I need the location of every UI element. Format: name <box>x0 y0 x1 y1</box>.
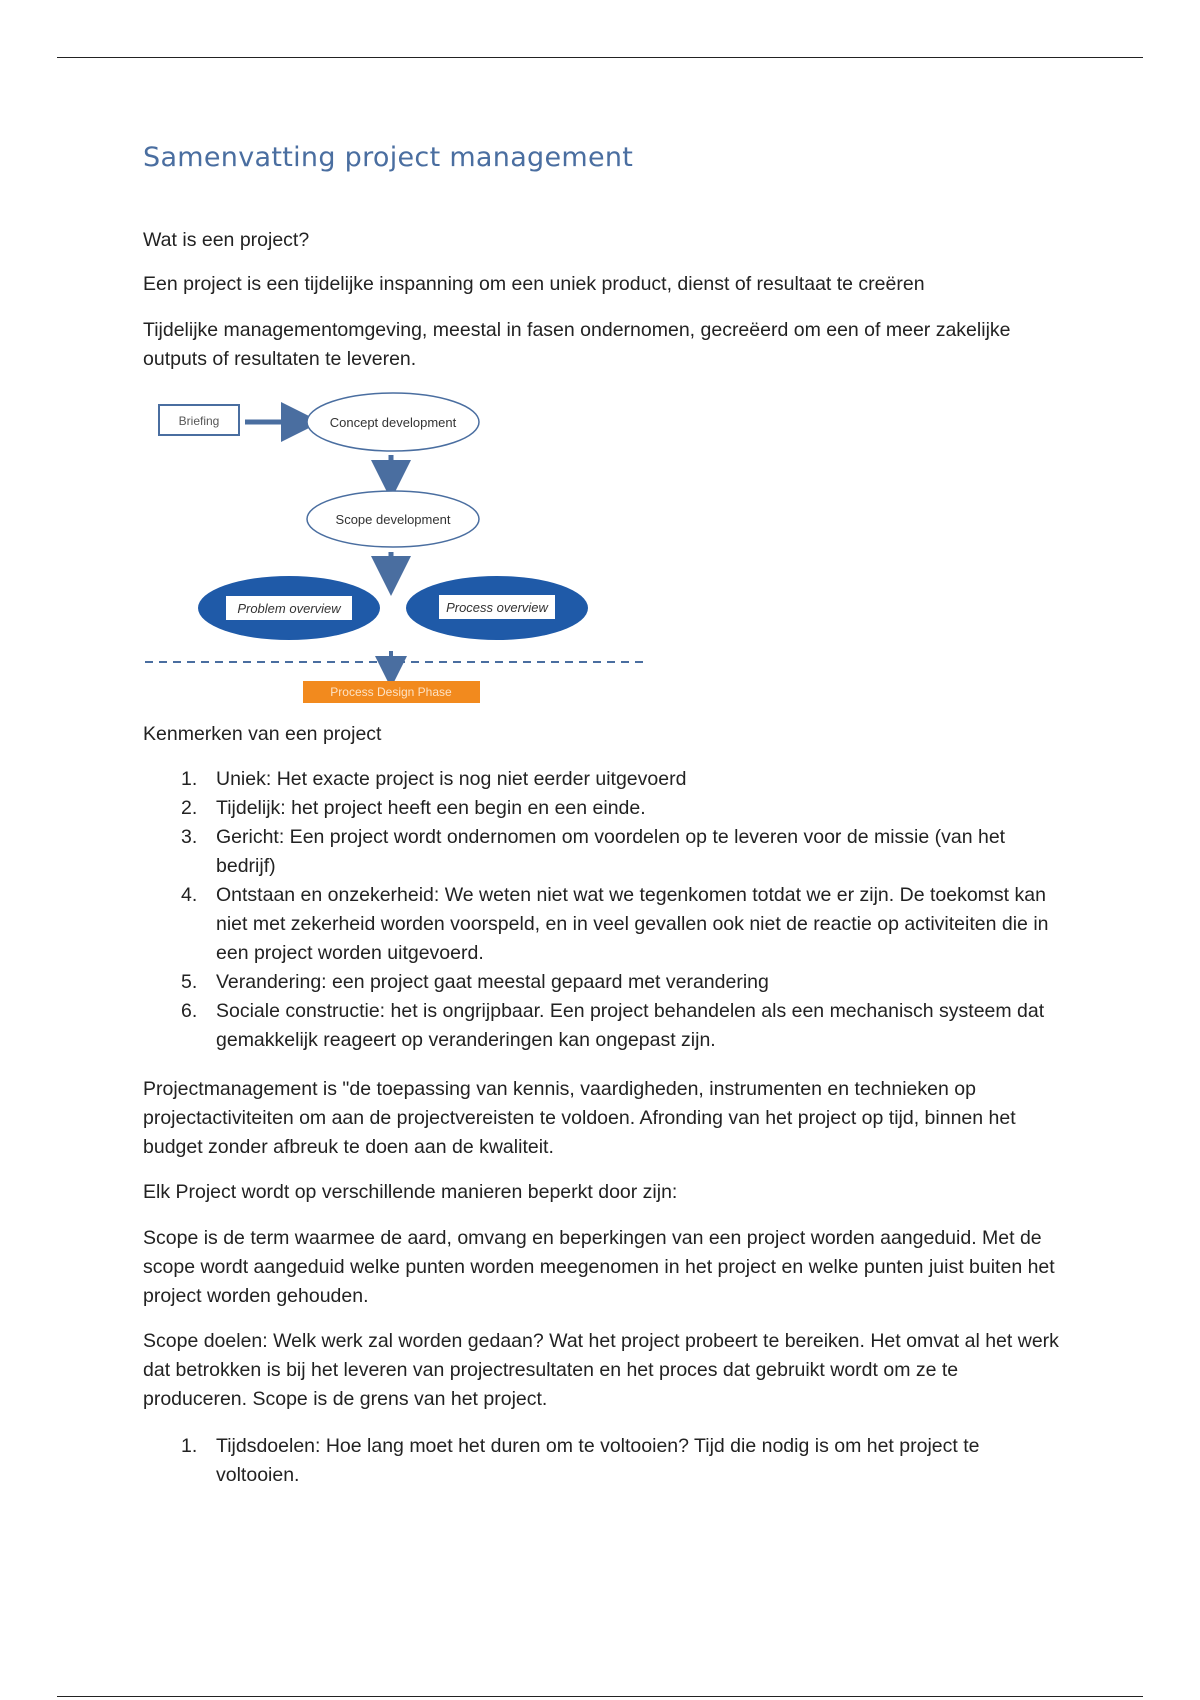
project-phase-diagram <box>143 392 653 712</box>
paragraph-constraints: Elk Project wordt op verschillende manieren beperkt door zijn: <box>143 1181 678 1203</box>
list-item-number: 1. <box>181 1435 198 1457</box>
page-title: Samenvatting project management <box>143 142 634 173</box>
paragraph-definition: Een project is een tijdelijke inspanning om een uniek product, dienst of resultaat te creëren <box>143 273 925 295</box>
list-item <box>143 823 1063 881</box>
list-item-number: 6. <box>181 1000 198 1022</box>
list-item-text: Sociale constructie: het is ongrijpbaar. Een project behandelen als een mechanisch systeem dat gemakkelijk reageert op veranderingen kan ongepast zijn. <box>216 1000 1045 1051</box>
goals-list <box>143 1432 1063 1490</box>
list-item-text: Ontstaan en onzekerheid: We weten niet wat we tegenkomen totdat we er zijn. De toekomst kan niet met zekerheid worden voorspeld, en in veel gevallen ook niet de reactie op activiteiten die in een project worden uitgevoerd. <box>216 884 1049 964</box>
list-item-number: 1. <box>181 768 198 790</box>
list-item-text: Gericht: Een project wordt ondernomen om voordelen op te leveren voor de missie (van het bedrijf) <box>216 826 1006 877</box>
kenmerken-heading: Kenmerken van een project <box>143 723 382 745</box>
scope-label: Scope development <box>335 512 451 527</box>
list-item-number: 3. <box>181 826 198 848</box>
list-item <box>143 765 1063 794</box>
briefing-label: Briefing <box>178 414 220 428</box>
list-item <box>143 881 1063 968</box>
paragraph-projectmanagement: Projectmanagement is "de toepassing van kennis, vaardigheden, instrumenten en technieken op projectactiviteiten om aan de projectvereisten te voldoen. Afronding van het project op tijd, binnen het budget zonder afbreuk te doen aan de kwaliteit. <box>143 1078 1016 1158</box>
paragraph-management: Tijdelijke managementomgeving, meestal in fasen ondernomen, gecreëerd om een of meer zakelijke outputs of resultaten te leveren. <box>143 319 1011 370</box>
problem-label: Problem overview <box>237 601 341 616</box>
list-item <box>143 997 1063 1055</box>
list-item <box>143 794 1063 823</box>
list-item-text: Tijdsdoelen: Hoe lang moet het duren om te voltooien? Tijd die nodig is om het project te voltooien. <box>216 1435 980 1486</box>
list-item-number: 4. <box>181 884 198 906</box>
process-label: Process overview <box>446 600 548 615</box>
list-item-number: 5. <box>181 971 198 993</box>
list-item <box>143 968 1063 997</box>
paragraph-scope-goals: Scope doelen: Welk werk zal worden gedaan? Wat het project probeert te bereiken. Het omvat al het werk dat betrokken is bij het leveren van projectresultaten en het proces dat gebruikt wordt om ze te produceren. Scope is de grens van het project. <box>143 1330 1059 1410</box>
list-item-text: Verandering: een project gaat meestal gepaard met verandering <box>216 971 769 993</box>
question-heading: Wat is een project? <box>143 229 310 251</box>
list-item <box>143 1432 1063 1490</box>
list-item-text: Tijdelijk: het project heeft een begin en een einde. <box>216 797 646 819</box>
list-item-text: Uniek: Het exacte project is nog niet eerder uitgevoerd <box>216 768 687 790</box>
concept-label: Concept development <box>329 415 457 430</box>
kenmerken-list <box>143 765 1063 1055</box>
paragraph-scope: Scope is de term waarmee de aard, omvang en beperkingen van een project worden aangeduid. Met de scope wordt aangeduid welke punten worden meegenomen in het project en welke punten juist buiten het project worden gehouden. <box>143 1227 1055 1307</box>
list-item-number: 2. <box>181 797 198 819</box>
phase-label: Process Design Phase <box>330 685 452 699</box>
footer-rule <box>57 1696 1143 1697</box>
header-rule <box>57 57 1143 58</box>
